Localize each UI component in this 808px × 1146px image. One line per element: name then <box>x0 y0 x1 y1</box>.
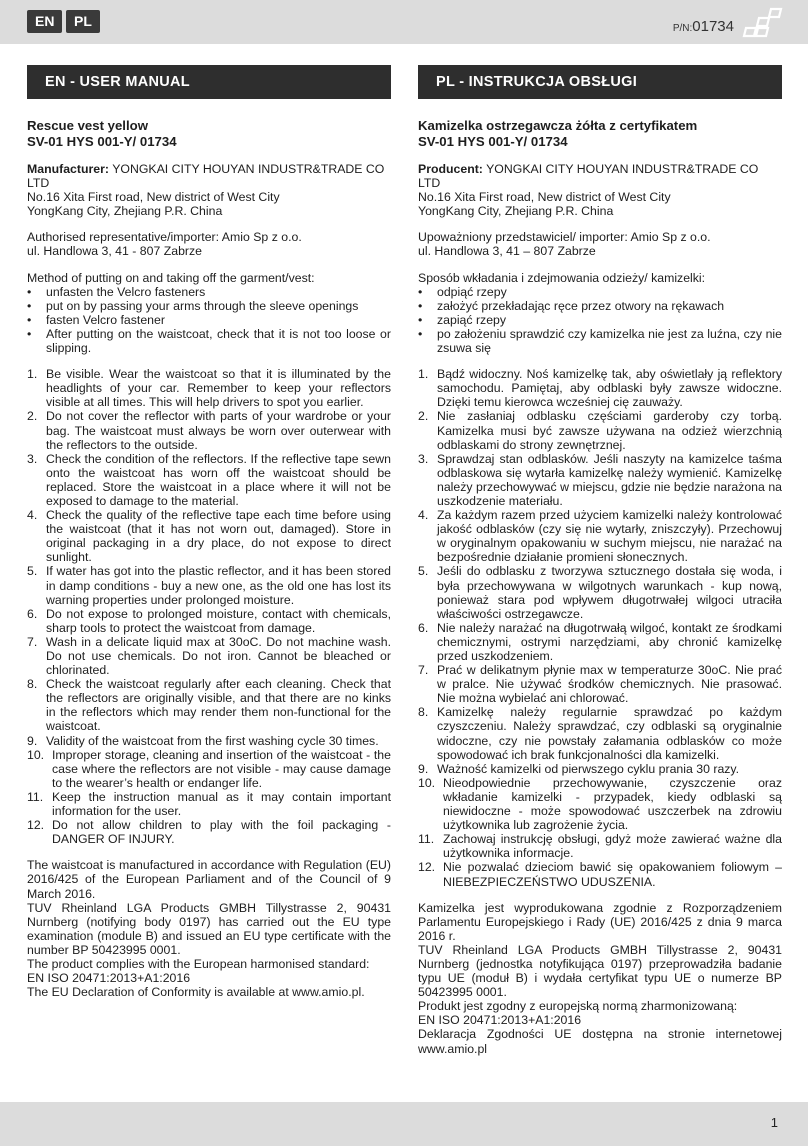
compliance-standard-en: EN ISO 20471:2013+A1:2016 <box>27 971 191 986</box>
part-number-prefix: P/N: <box>672 23 693 34</box>
compliance-declaration-en: The EU Declaration of Conformity is available at www.amio.pl. <box>27 985 365 1000</box>
list-item: 7. Wash in a delicate liquid max at 30oC. Do not machine wash. Do not use chemicals. Do not iron. Cannot be bleached or chlorinated. <box>27 635 391 677</box>
manufacturer-name-pl: YONGKAI CITY HOUYAN INDUSTR&TRADE CO LTD <box>418 162 759 191</box>
list-item: • założyć przekładając ręce przez otwory na rękawach <box>418 299 782 313</box>
list-item: 7. Prać w delikatnym płynie max w temperaturze 30oC. Nie prać w pralce. Nie używać środków chemicznych. Nie prasować. Nie można wybielać ani chlorować. <box>418 663 782 705</box>
product-title-pl <box>418 118 782 150</box>
method-list-en <box>27 285 391 355</box>
list-item: 5. If water has got into the plastic reflector, and it has been stored in damp conditions - buy a new one, as the old one has lost its warning properties under prolonged moisture. <box>27 564 391 606</box>
compliance-certificate-pl: TUV Rheinland LGA Products GMBH Tillystrasse 2, 90431 Nurnberg (jednostka notyfikująca 0197) przeprowadziła badanie typu UE (moduł B) i wydała certyfikat typu UE o numerze BP 50423995 0001. <box>418 942 782 1000</box>
product-name-en: Rescue vest yellow <box>27 118 148 133</box>
polish-column <box>418 65 782 1056</box>
list-item: 8. Kamizelkę należy regularnie sprawdzać po każdym czyszczeniu. Należy sprawdzać, czy odblaski są oryginalnie widoczne, czy nie powstały załamania odblasków co może spowodować ich brak funkcjonalności dla kamizelki. <box>418 705 782 761</box>
bottom-bar <box>0 1102 808 1146</box>
product-title-en <box>27 118 391 150</box>
representative-line1-pl: Upoważniony przedstawiciel/ importer: Amio Sp z o.o. <box>418 230 711 245</box>
manufacturer-block-pl <box>418 162 782 218</box>
list-item: 1. Be visible. Wear the waistcoat so that it is illuminated by the headlights of your car. Remember to keep your reflectors visible at all times. This will help drivers to spot you earlier. <box>27 367 391 409</box>
product-code-en: SV-01 HYS 001-Y/ 01734 <box>27 134 177 149</box>
manufacturer-block-en <box>27 162 391 218</box>
product-name-pl: Kamizelka ostrzegawcza żółta z certyfikatem <box>418 118 698 133</box>
list-item: 3. Sprawdzaj stan odblasków. Jeśli naszyty na kamizelce taśma odblaskowa się wytarła kamizelkę należy wymienić. Kamizelkę należy przechowywać w miejscu, gdzie nie będzie narażona na uszkodzenie materiału. <box>418 452 782 508</box>
list-item: 5. Jeśli do odblasku z tworzywa sztucznego dostała się woda, i była przechowywana w wilgotnych warunkach - kup nową, ponieważ stara pod wpływem długotrwałej wilgoci utraciła właściwości ostrzegawcze. <box>418 564 782 620</box>
representative-line2-pl: ul. Handlowa 3, 41 – 807 Zabrze <box>418 244 596 259</box>
lang-tab-en: EN <box>27 10 62 33</box>
compliance-block-en <box>27 858 391 999</box>
list-item: • unfasten the Velcro fasteners <box>27 285 391 299</box>
brand-logo-icon <box>737 6 783 38</box>
list-item: 10. Improper storage, cleaning and insertion of the waistcoat - the case where the reflectors are not visible - may cause damage to the wearer’s health or endanger life. <box>27 748 391 790</box>
compliance-block-pl <box>418 901 782 1056</box>
section-heading-en: EN - USER MANUAL <box>27 65 391 99</box>
list-item: • put on by passing your arms through the sleeve openings <box>27 299 391 313</box>
list-item: • fasten Velcro fastener <box>27 313 391 327</box>
part-number <box>673 18 734 35</box>
compliance-standard-label-pl: Produkt jest zgodny z europejską normą zharmonizowaną: <box>418 999 738 1014</box>
list-item: • After putting on the waistcoat, check that it is not too loose or slipping. <box>27 327 391 355</box>
top-bar <box>0 0 808 44</box>
compliance-declaration-pl: Deklaracja Zgodności UE dostępna na stronie internetowej www.amio.pl <box>418 1027 782 1056</box>
english-column <box>27 65 391 999</box>
compliance-regulation-en: The waistcoat is manufactured in accordance with Regulation (EU) 2016/425 of the European Parliament and of the Council of 9 March 2016. <box>27 858 391 901</box>
list-item: 1. Bądź widoczny. Noś kamizelkę tak, aby oświetlały ją reflektory samochodu. Pamiętaj, aby odblaski były zawsze widoczne. Dzięki temu kierowca wcześniej cię zauważy. <box>418 367 782 409</box>
list-item: 12. Nie pozwalać dzieciom bawić się opakowaniem foliowym – NIEBEZPIECZEŃSTWO UDUSZENIA. <box>418 860 782 888</box>
section-heading-pl: PL - INSTRUKCJA OBSŁUGI <box>418 65 782 99</box>
representative-line2-en: ul. Handlowa 3, 41 - 807 Zabrze <box>27 244 202 259</box>
list-item: 2. Nie zasłaniaj odblasku częściami garderoby czy torbą. Kamizelka musi być zawsze używana na odzież wierzchnią odblaskami do strony zewnętrznej. <box>418 409 782 451</box>
method-block-en <box>27 271 391 356</box>
compliance-certificate-en: TUV Rheinland LGA Products GMBH Tillystrasse 2, 90431 Nurnberg (notifying body 0197) has carried out the EU type examination (module B) and issued an EU type certificate with the number BP 50423995 0001. <box>27 900 391 957</box>
compliance-regulation-pl: Kamizelka jest wyprodukowana zgodnie z Rozporządzeniem Parlamentu Europejskiego i Rady (UE) 2016/425 z dnia 9 marca 2016 r. <box>418 900 782 943</box>
page-number: 1 <box>770 1115 778 1130</box>
representative-block-pl <box>418 230 782 258</box>
manufacturer-address-line2-pl: YongKang City, Zhejiang P.R. China <box>418 204 614 219</box>
product-code-pl: SV-01 HYS 001-Y/ 01734 <box>418 134 568 149</box>
list-item: 12. Do not allow children to play with the foil packaging - DANGER OF INJURY. <box>27 818 391 846</box>
list-item: 3. Check the condition of the reflectors. If the reflective tape sewn onto the waistcoat has worn off the waistcoat should be replaced. Store the waistcoat in a place where it will not be exposed to damage to the material. <box>27 452 391 508</box>
list-item: • zapiąć rzepy <box>418 313 782 327</box>
list-item: 9. Ważność kamizelki od pierwszego cyklu prania 30 razy. <box>418 762 782 776</box>
instructions-list-pl <box>418 367 782 888</box>
representative-line1-en: Authorised representative/importer: Amio Sp z o.o. <box>27 230 302 245</box>
method-block-pl <box>418 271 782 356</box>
list-item: 11. Zachowaj instrukcję obsługi, gdyż może zawierać ważne dla użytkownika informacje. <box>418 832 782 860</box>
manufacturer-label-en: Manufacturer: <box>27 162 109 176</box>
list-item: 2. Do not cover the reflector with parts of your wardrobe or your bag. The waistcoat must always be worn over outerwear with the reflectors to the outside. <box>27 409 391 451</box>
method-title-en: Method of putting on and taking off the garment/vest: <box>27 270 315 285</box>
method-list-pl <box>418 285 782 355</box>
list-item: • po założeniu sprawdzić czy kamizelka nie jest za luźna, czy nie zsuwa się <box>418 327 782 355</box>
manufacturer-address-line2-en: YongKang City, Zhejiang P.R. China <box>27 204 223 219</box>
method-title-pl: Sposób wkładania i zdejmowania odzieży/ kamizelki: <box>418 270 706 285</box>
list-item: 6. Do not expose to prolonged moisture, contact with chemicals, sharp tools to protect the waistcoat from damage. <box>27 607 391 635</box>
list-item: 8. Check the waistcoat regularly after each cleaning. Check that the reflectors are originally visible, and that there are no kinks in the reflectors which may render them non-functional for the waistcoat. <box>27 677 391 733</box>
manufacturer-address-line1-en: No.16 Xita First road, New district of West City <box>27 190 280 205</box>
manufacturer-address-line1-pl: No.16 Xita First road, New district of West City <box>418 190 671 205</box>
representative-block-en <box>27 230 391 258</box>
list-item: 6. Nie należy narażać na długotrwałą wilgoć, kontakt ze środkami chemicznymi, ostrymi narzędziami, aby chronić kamizelkę przed uszkodzeniem. <box>418 621 782 663</box>
lang-tab-pl: PL <box>66 10 100 33</box>
manufacturer-label-pl: Producent: <box>418 162 483 176</box>
list-item: 4. Za każdym razem przed użyciem kamizelki należy kontrolować jakość odblasków (czy się nie wytarły, zniszczyły). Przechowuj w oryginalnym opakowaniu w suchym miejscu, nie narażać na bezpośrednie działanie promieni słonecznych. <box>418 508 782 564</box>
compliance-standard-label-en: The product complies with the European harmonised standard: <box>27 956 370 971</box>
instructions-list-en <box>27 367 391 846</box>
list-item: 11. Keep the instruction manual as it may contain important information for the user. <box>27 790 391 818</box>
manufacturer-name-en: YONGKAI CITY HOUYAN INDUSTR&TRADE CO LTD <box>27 162 385 191</box>
compliance-standard-pl: EN ISO 20471:2013+A1:2016 <box>418 1013 582 1028</box>
part-number-value: 01734 <box>692 18 734 35</box>
list-item: 4. Check the quality of the reflective tape each time before using the waistcoat (that it has not worn out, damaged). Store in original packaging in a dry place, do not expose to direct sunlight. <box>27 508 391 564</box>
list-item: • odpiąć rzepy <box>418 285 782 299</box>
list-item: 9. Validity of the waistcoat from the first washing cycle 30 times. <box>27 734 391 748</box>
list-item: 10. Nieodpowiednie przechowywanie, czyszczenie oraz wkładanie kamizelki - przypadek, kiedy odblaski są niewidoczne - może spowodować uszczerbek na zdrowiu użytkownika lub zagrożenie życia. <box>418 776 782 832</box>
